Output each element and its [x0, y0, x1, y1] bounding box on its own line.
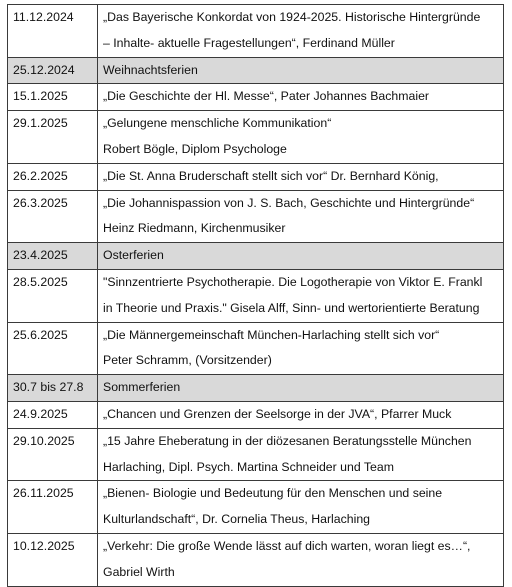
event-date: 10.12.2025 [8, 533, 98, 586]
table-row [8, 163, 504, 190]
event-text-line: „Chancen und Grenzen der Seelsorge in der JVA“, Pfarrer Muck [103, 406, 452, 421]
table-row [8, 401, 504, 428]
event-text-line: „Gelungene menschliche Kommunikation“ [103, 116, 332, 131]
event-text-line: Gabriel Wirth [103, 564, 175, 579]
event-text-line: „Die Johannispassion von J. S. Bach, Geschichte und Hintergründe“ [103, 195, 475, 210]
schedule-body [8, 5, 504, 587]
event-description [98, 322, 504, 375]
event-description [98, 57, 504, 84]
holiday-row [8, 57, 504, 84]
table-row [8, 481, 504, 534]
event-description [98, 163, 504, 190]
event-text-line: „Die St. Anna Bruderschaft stellt sich vor“ Dr. Bernhard König, [103, 168, 439, 183]
event-date: 26.3.2025 [8, 190, 98, 243]
event-date: 25.6.2025 [8, 322, 98, 375]
event-text-line: „15 Jahre Eheberatung in der diözesanen Beratungsstelle München [103, 433, 472, 448]
table-row [8, 322, 504, 375]
event-date: 11.12.2024 [8, 5, 98, 58]
event-date: 26.11.2025 [8, 481, 98, 534]
table-row [8, 428, 504, 481]
event-description [98, 111, 504, 164]
table-row [8, 84, 504, 111]
event-date: 24.9.2025 [8, 401, 98, 428]
event-date: 28.5.2025 [8, 269, 98, 322]
event-text-line: – Inhalte- aktuelle Fragestellungen“, Ferdinand Müller [103, 35, 395, 50]
event-description [98, 481, 504, 534]
event-description [98, 190, 504, 243]
event-date: 26.2.2025 [8, 163, 98, 190]
holiday-row [8, 243, 504, 270]
table-row [8, 111, 504, 164]
event-text-line: "Sinnzentrierte Psychotherapie. Die Logotherapie von Viktor E. Frankl [103, 274, 483, 289]
table-row [8, 533, 504, 586]
event-text-line: Heinz Riedmann, Kirchenmusiker [103, 221, 286, 236]
holiday-label: Sommerferien [103, 380, 181, 395]
event-text-line: „Das Bayerische Konkordat von 1924-2025. Historische Hintergründe [103, 10, 481, 24]
event-date: 23.4.2025 [8, 243, 98, 270]
holiday-label: Weihnachtsferien [103, 62, 198, 77]
event-description [98, 5, 504, 58]
event-text-line: „Die Männergemeinschaft München-Harlaching stellt sich vor“ [103, 327, 440, 342]
table-row [8, 5, 504, 58]
event-description [98, 428, 504, 481]
table-row [8, 269, 504, 322]
event-text-line: Kulturlandschaft“, Dr. Cornelia Theus, Harlaching [103, 512, 371, 527]
event-text-line: in Theorie und Praxis." Gisela Alff, Sinn- und wertorientierte Beratung [103, 300, 480, 315]
event-text-line: „Die Geschichte der Hl. Messe“, Pater Johannes Bachmaier [103, 89, 430, 104]
event-schedule-table [7, 4, 504, 587]
event-description [98, 269, 504, 322]
event-text-line: Harlaching, Dipl. Psych. Martina Schneider und Team [103, 459, 394, 474]
event-date: 25.12.2024 [8, 57, 98, 84]
event-description [98, 84, 504, 111]
table-row [8, 190, 504, 243]
event-text-line: Peter Schramm, (Vorsitzender) [103, 353, 272, 368]
event-text-line: Robert Bögle, Diplom Psychologe [103, 141, 287, 156]
event-description [98, 533, 504, 586]
event-date: 15.1.2025 [8, 84, 98, 111]
event-date: 29.10.2025 [8, 428, 98, 481]
event-text-line: „Verkehr: Die große Wende lässt auf dich warten, woran liegt es…“, [103, 538, 471, 553]
event-date: 30.7 bis 27.8 [8, 375, 98, 402]
event-date: 29.1.2025 [8, 111, 98, 164]
event-description [98, 375, 504, 402]
holiday-label: Osterferien [103, 248, 164, 263]
event-text-line: „Bienen- Biologie und Bedeutung für den Menschen und seine [103, 486, 443, 501]
holiday-row [8, 375, 504, 402]
event-description [98, 401, 504, 428]
event-description [98, 243, 504, 270]
